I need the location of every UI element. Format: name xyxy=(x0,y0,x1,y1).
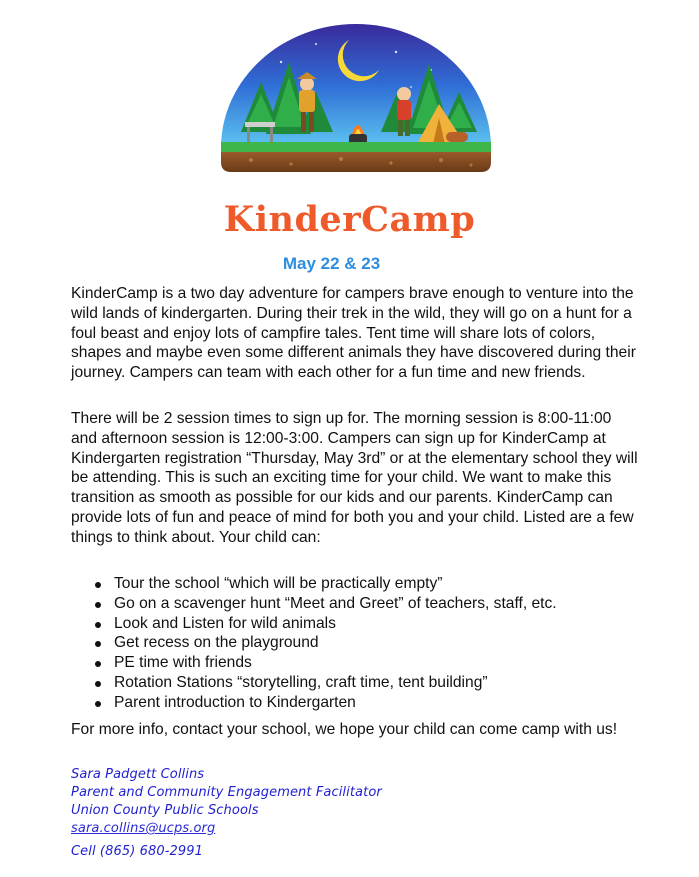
list-item: Look and Listen for wild animals xyxy=(71,614,631,634)
list-item: Parent introduction to Kindergarten xyxy=(71,693,631,713)
event-dates: May 22 & 23 xyxy=(282,254,381,273)
list-item: Get recess on the playground xyxy=(71,633,631,653)
signature-name: Sara Padgett Collins xyxy=(71,767,205,782)
page-title: KinderCamp xyxy=(223,199,476,240)
list-item: Rotation Stations “storytelling, craft time, tent building” xyxy=(71,673,631,693)
list-item: Go on a scavenger hunt “Meet and Greet” of teachers, staff, etc. xyxy=(71,594,631,614)
activities-list xyxy=(71,574,631,713)
camping-scene-illustration xyxy=(221,22,491,174)
signature-organization: Union County Public Schools xyxy=(71,803,259,818)
signature-phone: Cell (865) 680-2991 xyxy=(71,844,204,859)
contact-paragraph: For more info, contact your school, we hope your child can come camp with us! xyxy=(71,721,618,738)
intro-paragraph: KinderCamp is a two day adventure for campers brave enough to venture into the wild lands of kindergarten. During their trek in the wild, they will go on a hunt for a foul beast and enjoy lots of campfire tales. Tent time will share lots of colors, shapes and maybe even some different animals they have discovered during their journey. Campers can team with each other for a fun time and new friends. xyxy=(71,285,636,382)
list-item: Tour the school “which will be practically empty” xyxy=(71,574,631,594)
email-link[interactable]: sara.collins@ucps.org xyxy=(71,821,216,836)
sessions-paragraph: There will be 2 session times to sign up for. The morning session is 8:00-11:00 and afternoon session is 12:00-3:00. Campers can sign up for KinderCamp at Kindergarten registration “Thursday, May 3rd” or at the elementary school they will be attending. This is such an exciting time for your child. We want to make this transition as smooth as possible for our kids and our parents. KinderCamp can provide lots of fun and peace of mind for both you and your child. Listed are a few things to think about. Your child can: xyxy=(71,410,638,546)
signature-role: Parent and Community Engagement Facilitator xyxy=(71,785,382,800)
list-item: PE time with friends xyxy=(71,653,631,673)
